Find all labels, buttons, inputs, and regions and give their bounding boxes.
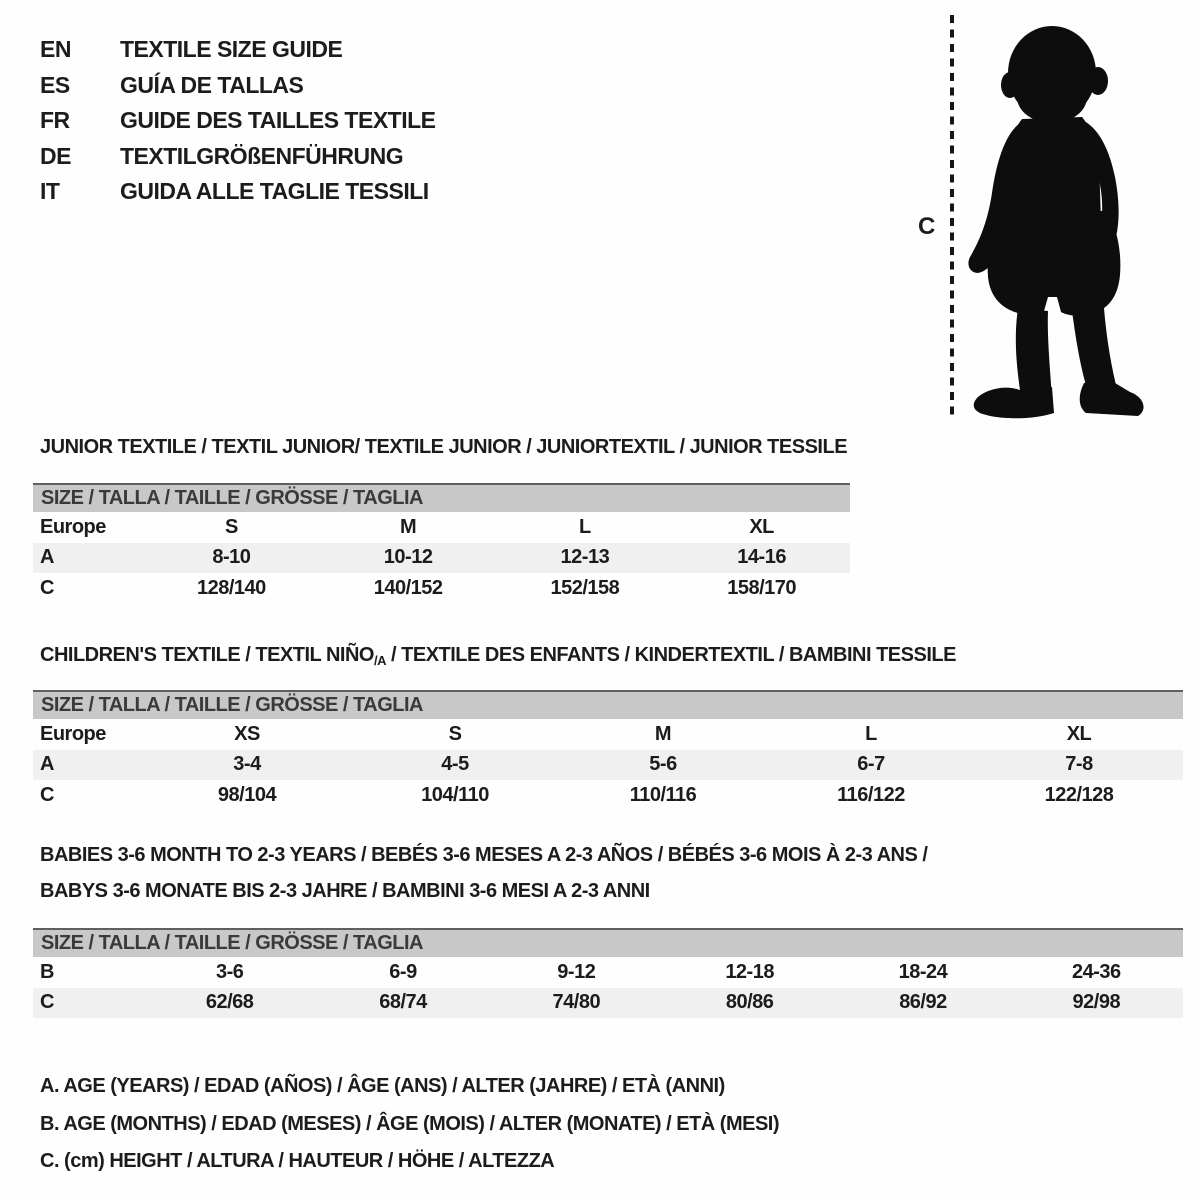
height-cell: 152/158 — [550, 576, 620, 599]
height-cell: 74/80 — [552, 991, 601, 1014]
children-title-rest: / TEXTILE DES ENFANTS / KINDERTEXTIL / BAMBINI TESSILE — [385, 644, 956, 666]
lang-code: FR — [40, 107, 70, 134]
size-cell: M — [654, 722, 672, 745]
age-cell: 7-8 — [1065, 753, 1093, 776]
table-row — [33, 780, 1183, 811]
height-cell: 116/122 — [837, 783, 905, 806]
table-row — [33, 543, 850, 574]
baby-silhouette-icon — [960, 15, 1145, 420]
age-cell: 5-6 — [649, 753, 677, 776]
size-cell: M — [400, 515, 417, 538]
table-row — [33, 573, 850, 604]
height-cell: 80/86 — [725, 991, 774, 1014]
children-title-sub: /A — [373, 653, 386, 668]
age-cell: 6-7 — [857, 753, 885, 776]
age-cell: 18-24 — [898, 960, 948, 983]
age-cell: 8-10 — [212, 546, 251, 569]
lang-code: IT — [40, 178, 60, 205]
lang-title: TEXTILE SIZE GUIDE — [120, 36, 343, 63]
legend-notes — [40, 1068, 779, 1181]
row-label: A — [40, 546, 54, 569]
lang-title: TEXTILGRÖßENFÜHRUNG — [120, 142, 404, 169]
row-label: B — [40, 960, 54, 983]
lang-code: DE — [40, 142, 71, 169]
babies-size-table — [33, 928, 1183, 1018]
lang-title: GUIDA ALLE TAGLIE TESSILI — [120, 178, 429, 205]
size-cell: S — [448, 722, 462, 745]
size-cell: XL — [749, 515, 774, 538]
age-cell: 10-12 — [383, 546, 433, 569]
note-age-months: B. AGE (MONTHS) / EDAD (MESES) / ÂGE (MOIS) / ALTER (MONATE) / ETÀ (MESI) — [40, 1112, 780, 1135]
table-row — [33, 719, 1183, 750]
row-label: Europe — [40, 722, 106, 745]
table-row — [33, 957, 1183, 988]
lang-code: ES — [40, 71, 70, 98]
table-row — [33, 512, 850, 543]
lang-row-es — [40, 68, 436, 104]
children-size-table — [33, 690, 1183, 811]
height-cell: 140/152 — [373, 576, 443, 599]
age-cell: 12-13 — [560, 546, 610, 569]
lang-row-de — [40, 139, 436, 175]
children-title-main: CHILDREN'S TEXTILE / TEXTIL NIÑO — [40, 644, 374, 666]
note-age-years: A. AGE (YEARS) / EDAD (AÑOS) / ÂGE (ANS) / ALTER (JAHRE) / ETÀ (ANNI) — [40, 1075, 725, 1098]
table-row — [33, 750, 1183, 781]
age-cell: 24-36 — [1071, 960, 1121, 983]
table-row — [33, 988, 1183, 1019]
junior-section-title: JUNIOR TEXTILE / TEXTIL JUNIOR/ TEXTILE JUNIOR / JUNIORTEXTIL / JUNIOR TESSILE — [40, 436, 848, 458]
height-figure — [900, 10, 1170, 430]
height-measure-line-icon — [948, 15, 956, 419]
junior-size-header-bar: SIZE / TALLA / TAILLE / GRÖSSE / TAGLIA — [33, 483, 850, 512]
size-cell: S — [224, 515, 238, 538]
age-cell: 9-12 — [557, 960, 596, 983]
age-cell: 14-16 — [737, 546, 786, 569]
height-cell: 68/74 — [379, 991, 427, 1014]
note-height-cm: C. (cm) HEIGHT / ALTURA / HAUTEUR / HÖHE / ALTEZZA — [40, 1150, 555, 1173]
lang-row-fr — [40, 103, 436, 139]
lang-row-en — [40, 32, 436, 68]
row-label: C — [40, 991, 54, 1014]
size-cell: XS — [234, 722, 260, 745]
row-label: A — [40, 753, 54, 776]
height-measure-label: C — [918, 213, 935, 240]
babies-section-title-line1: BABIES 3-6 MONTH TO 2-3 YEARS / BEBÉS 3-6 MESES A 2-3 AÑOS / BÉBÉS 3-6 MOIS À 2-3 ANS / — [40, 844, 928, 866]
height-cell: 104/110 — [421, 783, 489, 806]
height-cell: 122/128 — [1044, 783, 1114, 806]
age-cell: 4-5 — [441, 753, 469, 776]
lang-code: EN — [40, 36, 71, 63]
height-cell: 92/98 — [1072, 991, 1121, 1014]
lang-title: GUIDE DES TAILLES TEXTILE — [120, 107, 436, 134]
junior-size-table — [33, 483, 850, 604]
children-size-header-bar: SIZE / TALLA / TAILLE / GRÖSSE / TAGLIA — [33, 690, 1183, 719]
age-cell: 6-9 — [389, 960, 417, 983]
row-label: Europe — [40, 515, 106, 538]
lang-row-it — [40, 174, 436, 210]
height-cell: 86/92 — [899, 991, 947, 1014]
babies-size-header-bar: SIZE / TALLA / TAILLE / GRÖSSE / TAGLIA — [33, 928, 1183, 957]
height-cell: 158/170 — [727, 576, 797, 599]
size-cell: L — [579, 515, 591, 538]
row-label: C — [40, 576, 54, 599]
height-cell: 98/104 — [217, 783, 277, 806]
language-title-list — [40, 32, 436, 210]
size-cell: L — [865, 722, 877, 745]
age-cell: 3-6 — [215, 960, 244, 983]
size-cell: XL — [1066, 722, 1092, 745]
height-cell: 128/140 — [196, 576, 266, 599]
children-section-title — [40, 644, 956, 668]
lang-title: GUÍA DE TALLAS — [120, 71, 304, 98]
age-cell: 3-4 — [233, 753, 261, 776]
babies-section-title-line2: BABYS 3-6 MONATE BIS 2-3 JAHRE / BAMBINI 3-6 MESI A 2-3 ANNI — [40, 880, 650, 902]
height-cell: 110/116 — [629, 783, 697, 806]
height-cell: 62/68 — [205, 991, 254, 1014]
age-cell: 12-18 — [725, 960, 774, 983]
row-label: C — [40, 783, 54, 806]
